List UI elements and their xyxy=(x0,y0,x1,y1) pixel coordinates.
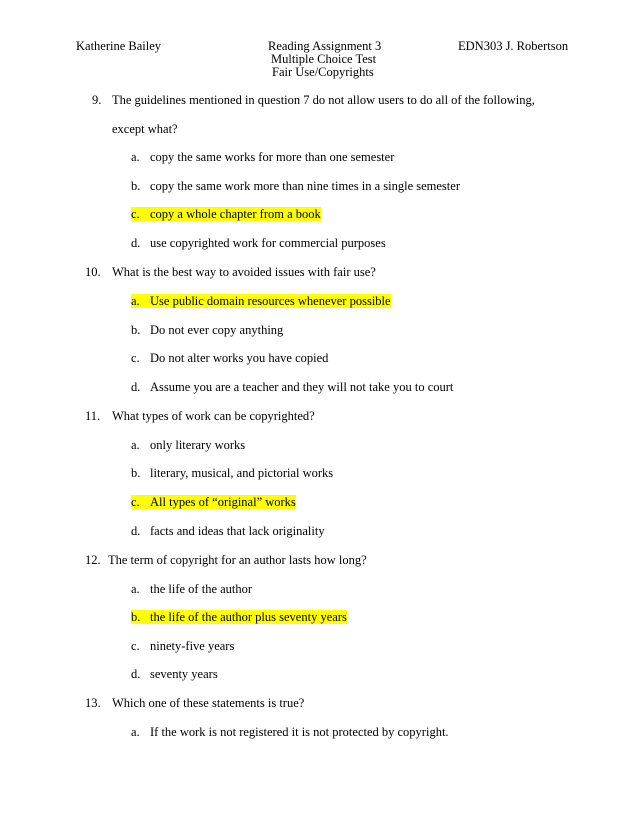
option-letter: d. xyxy=(131,667,141,681)
header-title-line1: Reading Assignment 3 xyxy=(268,39,382,53)
option-text: Do not alter works you have copied xyxy=(150,351,329,365)
option-text: ninety-five years xyxy=(150,639,235,653)
option-letter: c. xyxy=(131,351,140,365)
option-text: copy the same work more than nine times in a single semester xyxy=(150,179,460,193)
q11-option-a xyxy=(131,439,245,452)
option-text: literary, musical, and pictorial works xyxy=(150,466,334,480)
q11-option-d xyxy=(131,525,325,538)
header-title-line3: Fair Use/Copyrights xyxy=(272,65,374,79)
option-letter: a. xyxy=(131,438,140,452)
q11-option-c-highlighted xyxy=(131,496,296,509)
option-text: the life of the author plus seventy years xyxy=(150,610,347,624)
option-letter: c. xyxy=(131,639,140,653)
option-letter: d. xyxy=(131,380,141,394)
question-12 xyxy=(85,554,367,567)
q9-option-a xyxy=(131,151,394,164)
q12-option-a xyxy=(131,583,252,596)
option-text: copy the same works for more than one semester xyxy=(150,150,395,164)
question-number: 11. xyxy=(85,409,101,423)
question-9 xyxy=(92,94,535,107)
question-text: What types of work can be copyrighted? xyxy=(112,409,315,423)
option-letter: d. xyxy=(131,524,141,538)
q9-option-c-highlighted xyxy=(131,208,321,221)
q10-option-a-highlighted xyxy=(131,295,391,308)
option-letter: c. xyxy=(131,495,140,509)
question-text: What is the best way to avoided issues with fair use? xyxy=(112,265,376,279)
option-letter: b. xyxy=(131,610,141,624)
option-letter: b. xyxy=(131,323,141,337)
q12-option-c xyxy=(131,640,234,653)
option-text: use copyrighted work for commercial purposes xyxy=(150,236,386,250)
q12-option-d xyxy=(131,668,218,681)
option-letter: a. xyxy=(131,150,140,164)
option-text: Assume you are a teacher and they will not take you to court xyxy=(150,380,454,394)
option-letter: b. xyxy=(131,466,141,480)
option-letter: a. xyxy=(131,294,140,308)
q12-option-b-highlighted xyxy=(131,611,347,624)
question-10 xyxy=(85,266,376,279)
question-9-continuation: except what? xyxy=(112,122,178,136)
option-letter: c. xyxy=(131,207,140,221)
option-text: seventy years xyxy=(150,667,218,681)
option-text: only literary works xyxy=(150,438,246,452)
option-letter: a. xyxy=(131,582,140,596)
q10-option-b xyxy=(131,324,283,337)
question-text: The term of copyright for an author lasts how long? xyxy=(108,553,367,567)
question-text: Which one of these statements is true? xyxy=(112,696,305,710)
option-text: If the work is not registered it is not protected by copyright. xyxy=(150,725,449,739)
option-text: copy a whole chapter from a book xyxy=(150,207,321,221)
option-letter: a. xyxy=(131,725,140,739)
header-author: Katherine Bailey xyxy=(76,39,162,53)
question-11 xyxy=(85,410,315,423)
option-text: the life of the author xyxy=(150,582,253,596)
question-text: The guidelines mentioned in question 7 do not allow users to do all of the following, xyxy=(112,93,535,107)
option-text: Use public domain resources whenever possible xyxy=(150,294,391,308)
q11-option-b xyxy=(131,467,333,480)
header-course: EDN303 J. Robertson xyxy=(458,39,569,53)
question-number: 13. xyxy=(85,696,101,710)
option-letter: d. xyxy=(131,236,141,250)
q13-option-a xyxy=(131,726,449,739)
q10-option-d xyxy=(131,381,453,394)
option-letter: b. xyxy=(131,179,141,193)
question-number: 12. xyxy=(85,553,101,567)
option-text: Do not ever copy anything xyxy=(150,323,284,337)
q9-option-b xyxy=(131,180,460,193)
q10-option-c xyxy=(131,352,328,365)
question-number: 9. xyxy=(92,93,102,107)
question-number: 10. xyxy=(85,265,101,279)
header-title-line2: Multiple Choice Test xyxy=(271,52,377,66)
question-13 xyxy=(85,697,304,710)
option-text: All types of “original” works xyxy=(150,495,296,509)
option-text: facts and ideas that lack originality xyxy=(150,524,325,538)
q9-option-d xyxy=(131,237,386,250)
